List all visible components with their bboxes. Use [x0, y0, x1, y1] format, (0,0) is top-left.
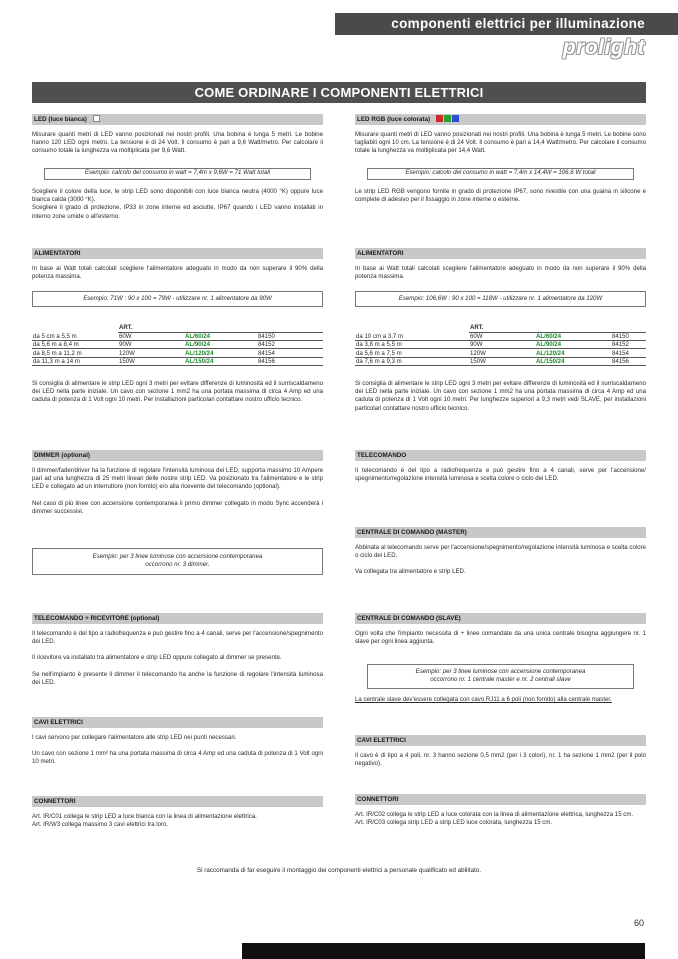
table-row: da 8,5 m a 11,2 m 120W AL/120/24 84154 [32, 349, 323, 357]
dimmer-text: Il dimmer/fader/driver ha la funzione di regolare l'intensità luminosa dei LED, supporta massimo 10 Ampere pari ad una lunghezza di 25 metri lineari delle nostre strip LED. Va posizionato tra l'alimentatore e le strip LED e collegato ad un interruttore (non fornito) e/o alla ricevente del telecomando (optional). Nel caso di più linee con accensione contemporanea il primo dimmer collegato in modo Sync accenderà i dimmer successivi. [32, 467, 323, 515]
led-rgb-text: Misurare quanti metri di LED vanno posizionati nei nostri profili. Una bobina è lunga 5 metri. Le bobine sono tagliabili ogni 10 cm. La tensione è di 24 Volt. Il consumo è pari a 14,4 Watt/metro. Per calcolare il consumo totale la lunghezza va moltiplicata per 14,4 Watt. [355, 131, 646, 155]
table-row: da 10 cm a 3,7 m 60W AL/60/24 84150 [355, 332, 646, 340]
telecomando-text: Il telecomando è del tipo a radiofrequenza e può gestire fino a 4 canali, serve per l'accensione/ spegnimento/regolazione intensità luminosa e scelta colore o ciclo dei LED. [355, 467, 646, 483]
cavi-text: I cavi servono per collegare l'alimentatore alle strip LED nei punti necessari. Un cavo con sezione 1 mm² ha una portata massima di circa 4 Amp ed una caduta di potenza di 1 Volt ogni 10 metri. [32, 734, 323, 766]
section-header-telecomando: TELECOMANDO [355, 450, 646, 461]
category-title: componenti elettrici per illuminazione [391, 16, 645, 31]
section-header-dimmer: DIMMER (optional) [32, 450, 323, 461]
page-title: COME ORDINARE I COMPONENTI ELETTRICI [32, 82, 646, 103]
table-row: da 5 cm a 5,5 m 60W AL/60/24 84150 [32, 332, 323, 340]
connettori-text: Art. IR/C01 collega le strip LED a luce bianca con la linea di alimentazione elettrica. Art. IR/W3 collega massimo 3 cavi elettrici tra loro. [32, 813, 257, 829]
example-box: Esempio: calcolo del consumo in watt = 7,4m x 14,4W = 106,6 W totali [367, 168, 634, 180]
green-swatch-icon [444, 115, 451, 122]
table-row: da 5,6 m a 7,5 m 120W AL/120/24 84154 [355, 349, 646, 357]
table-row: da 5,6 m a 8,4 m 90W AL/90/24 84152 [32, 341, 323, 349]
connettori-text: Art. IR/C02 collega le strip LED a luce colorata con la linea di alimentazione elettrica, lunghezza 15 cm. Art. IR/C03 collega strip LED a strip LED luce colorata, lunghezza 15 cm. [355, 811, 634, 827]
table-row: da 7,6 m a 9,3 m 150W AL/150/24 84156 [355, 357, 646, 365]
white-swatch-icon [93, 115, 100, 122]
master-text: Abbinata al telecomando serve per l'accensione/spegnimento/regolazione intensità luminosa e scelta colore o ciclo dei LED. Va collegata tra alimentatore e strip LED. [355, 544, 646, 576]
example-box: Esempio: calcolo del consumo in watt = 7,4m x 9,6W = 71 Watt totali [44, 168, 311, 180]
table-row: da 11,3 m a 14 m 150W AL/150/24 84156 [32, 357, 323, 365]
table-header: ART. [469, 324, 535, 332]
table-header: ART. [118, 324, 184, 332]
section-header-telecomando-ricevitore: TELECOMANDO + RICEVITORE (optional) [32, 613, 323, 624]
slave-text: Ogni volta che l'impianto necessita di + linee comandate da una unica centrale bisogna aggiungere nr. 1 slave per ogni linea aggiunta. [355, 630, 646, 646]
section-header-master: CENTRALE DI COMANDO (MASTER) [355, 527, 646, 538]
section-header-led-white: LED (luce bianca) [32, 114, 323, 125]
footer-band [242, 943, 645, 959]
example-box: Esempio: 106,6W : 90 x 100 = 118W - utilizzare nr. 1 alimentatore da 120W [355, 291, 646, 307]
page-number: 60 [633, 918, 644, 928]
example-box: Esempio: 71W : 90 x 100 = 79W - utilizzare nr. 1 alimentatore da 90W [32, 291, 323, 307]
section-header-alimentatori: ALIMENTATORI [355, 248, 646, 259]
section-header-connettori: CONNETTORI [32, 796, 323, 807]
alim-text: In base ai Watt totali calcolati scegliere l'alimentatore adeguato in modo da non superare il 90% della potenza massima. [355, 265, 646, 281]
red-swatch-icon [436, 115, 443, 122]
section-header-alimentatori: ALIMENTATORI [32, 248, 323, 259]
section-header-led-rgb: LED RGB (luce colorata) [355, 114, 646, 125]
led-white-color-text: Scegliere il colore della luce, le strip LED sono disponibili con luce bianca neutra (4000 °K) oppure luce bianca calda (3000 °K). Scegliere il grado di protezione, IP33 in zone interne ed asciutte, IP67 quando i LED vanno installati in interno zone umide o all'esterno. [32, 188, 323, 220]
slave-note-text: La centrale slave dev'essere collegata con cavo RJ11 a 6 poli (non fornito) alla centrale master. [355, 696, 612, 703]
section-header-cavi: CAVI ELETTRICI [355, 735, 646, 746]
brand-logo: prolight [562, 36, 645, 59]
blue-swatch-icon [452, 115, 459, 122]
telecomando-text: Il telecomando è del tipo a radiofrequenza e può gestire fino a 4 canali, serve per l'accensione/spegnimento dei LED. Il ricevitore va installato tra alimentatore e strip LED oppure collegato al dimmer se presente. Se nell'impianto è presente il dimmer il telecomando ha anche la funzione di regolare l'intensità luminosa dei LED. [32, 630, 323, 686]
alim-note-text: Si consiglia di alimentare le strip LED ogni 3 metri per evitare differenze di luminosità ed il surriscaldameno dei LED nella parte iniziale. Un cavo con sezione 1 mm2 ha una portata massima di circa 4 Amp ed una caduta di potenza di 1 Volt ogni 10 metri. Per installazioni particolari contattare nostro ufficio tecnico. [32, 380, 323, 404]
footer-note: Si raccomanda di far eseguire il montaggio dei componenti elettrici a personale qualificato ed abilitato. [196, 867, 482, 874]
alimentatori-table [355, 324, 646, 366]
led-rgb-protection-text: Le strip LED RGB vengono fornite in grado di protezione IP67, sono rivestite con una guaina in silicone e complete di adesivo per il fissaggio in zone interne o esterne. [355, 188, 646, 204]
alim-text: In base ai Watt totali calcolati scegliere l'alimentatore adeguato in modo da non superare il 90% della potenza massima. [32, 265, 323, 281]
example-box: Esempio: per 3 linee luminose con accensione contemporanea occorrono nr. 3 dimmer. [32, 548, 323, 575]
section-header-connettori: CONNETTORI [355, 794, 646, 805]
section-header-cavi: CAVI ELETTRICI [32, 717, 323, 728]
section-header-slave: CENTRALE DI COMANDO (SLAVE) [355, 613, 646, 624]
header-band [335, 13, 678, 35]
alim-note-text: Si consiglia di alimentare le strip LED ogni 3 metri per evitare differenze di luminosità ed il surriscaldameno dei LED nella parte iniziale. Un cavo con sezione 1 mm2 ha una portata massima di circa 4 Amp ed una caduta di potenza di 1 Volt ogni 10 metri. Per lunghezze superiori a 9,3 metri vedi SLAVE, per installazioni particolari contattare nostro ufficio tecnico. [355, 380, 646, 412]
alimentatori-table [32, 324, 323, 366]
cavi-text: Il cavo è di tipo a 4 poli, nr. 3 hanno sezione 0,5 mm2 (per i 3 colori), nr. 1 ha sezione 1 mm2 (per il polo negativo). [355, 752, 646, 768]
table-row: da 3,8 m a 5,5 m 90W AL/90/24 84152 [355, 341, 646, 349]
led-white-text: Misurare quanti metri di LED vanno posizionati nei nostri profili. Una bobina è lunga 5 metri. Le bobine hanno 120 LED ogni metro. La tensione è di 24 Volt. Il consumo è pari a 9,6 Watt/metro. Per calcolare il consumo totale la lunghezza va moltiplicata per 9,6 Watt. [32, 131, 323, 155]
example-box: Esempio: per 3 linee luminose con accensione contemporanea occorrono nr. 1 centrale master e nr. 2 centrali slave [367, 664, 634, 689]
